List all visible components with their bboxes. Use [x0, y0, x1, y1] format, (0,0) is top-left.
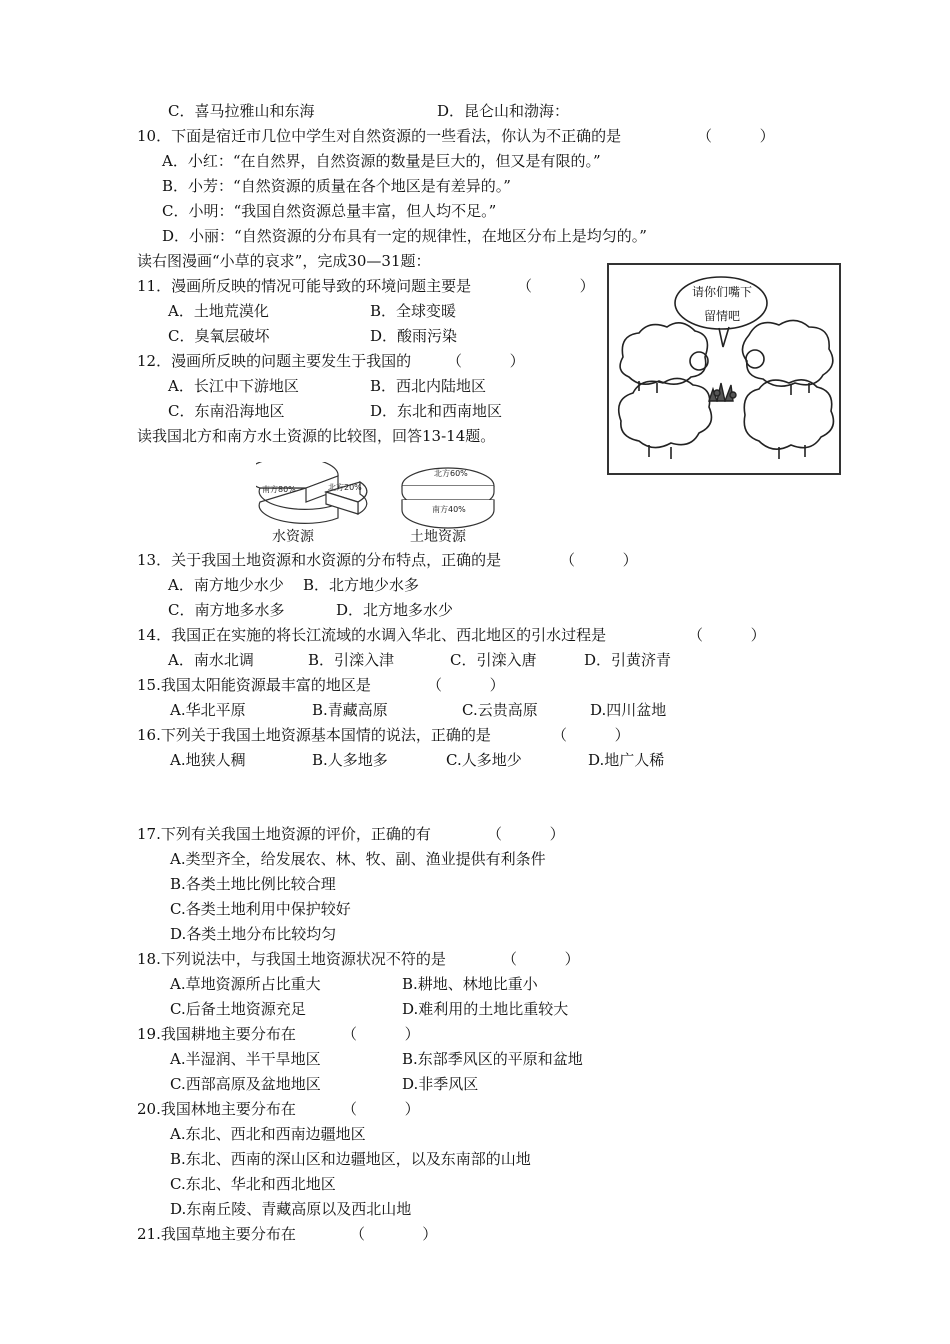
- q16-stem: 16.下列关于我国土地资源基本国情的说法，正确的是: [137, 726, 491, 744]
- q10-option-a: A．小红：“在自然界，自然资源的数量是巨大的，但又是有限的。”: [162, 152, 601, 170]
- q15-option-c: C.云贵高原: [462, 701, 538, 719]
- q11-option-a: A．土地荒漠化: [168, 302, 269, 320]
- q11-option-c: C．臭氧层破坏: [168, 327, 270, 345]
- q17-option-d: D.各类土地分布比较均匀: [170, 925, 337, 943]
- q15-stem: 15.我国太阳能资源最丰富的地区是: [137, 676, 371, 694]
- q10-option-c: C．小明：“我国自然资源总量丰富，但人均不足。”: [162, 202, 497, 220]
- q19-option-c: C.西部高原及盆地地区: [170, 1075, 321, 1093]
- q9-option-c: C．喜马拉雅山和东海: [168, 102, 315, 120]
- q11-stem: 11．漫画所反映的情况可能导致的环境问题主要是: [137, 277, 472, 295]
- q21-answer-blank: （ ）: [350, 1225, 438, 1243]
- q10-option-d: D．小丽：“自然资源的分布具有一定的规律性，在地区分布上是均匀的。”: [162, 227, 647, 245]
- q14-option-b: B．引滦入津: [308, 651, 395, 669]
- water-south-label: 南方80%: [262, 485, 296, 494]
- land-south-label: 南方40%: [432, 505, 466, 514]
- q18-option-c: C.后备土地资源充足: [170, 1000, 306, 1018]
- q18-option-d: D.难利用的土地比重较大: [402, 1000, 569, 1018]
- q13-option-a: A．南方地少水少: [168, 576, 284, 594]
- q11-answer-blank: （ ）: [517, 277, 595, 295]
- water-pie-caption: 水资源: [272, 529, 314, 545]
- q16-answer-blank: （ ）: [552, 726, 630, 744]
- q20-option-b: B.东北、西南的深山区和边疆地区，以及东南部的山地: [170, 1150, 531, 1168]
- q14-answer-blank: （ ）: [688, 626, 766, 644]
- q20-option-a: A.东北、西北和西南边疆地区: [170, 1125, 366, 1143]
- q12-option-b: B．西北内陆地区: [370, 377, 487, 395]
- q13-option-b: B．北方地少水多: [303, 576, 420, 594]
- q16-option-c: C.人多地少: [446, 751, 522, 769]
- q19-option-b: B.东部季风区的平原和盆地: [402, 1050, 583, 1068]
- q19-stem: 19.我国耕地主要分布在: [137, 1025, 296, 1043]
- q19-answer-blank: （ ）: [342, 1025, 420, 1043]
- q19-option-a: A.半湿润、半干旱地区: [170, 1050, 321, 1068]
- q12-stem: 12．漫画所反映的问题主要发生于我国的: [137, 352, 412, 370]
- cartoon-bubble-line2: 留情吧: [703, 309, 740, 323]
- q17-option-b: B.各类土地比例比较合理: [170, 875, 336, 893]
- q11-option-d: D．酸雨污染: [370, 327, 458, 345]
- q14-option-a: A．南水北调: [168, 651, 254, 669]
- q16-option-b: B.人多地多: [312, 751, 388, 769]
- q10-answer-blank: （ ）: [697, 127, 775, 145]
- q16-option-d: D.地广人稀: [588, 751, 665, 769]
- land-north-label: 北方60%: [434, 469, 468, 478]
- q13-option-c: C．南方地多水多: [168, 601, 285, 619]
- q12-option-d: D．东北和西南地区: [370, 402, 503, 420]
- q15-option-d: D.四川盆地: [590, 701, 667, 719]
- q15-option-a: A.华北平原: [170, 701, 246, 719]
- q18-stem: 18.下列说法中，与我国土地资源状况不符的是: [137, 950, 446, 968]
- water-north-label: 北方20%: [328, 483, 362, 492]
- q20-option-c: C.东北、华北和西北地区: [170, 1175, 336, 1193]
- q19-option-d: D.非季风区: [402, 1075, 479, 1093]
- q20-option-d: D.东南丘陵、青藏高原以及西北山地: [170, 1200, 412, 1218]
- q14-option-d: D．引黄济青: [584, 651, 672, 669]
- q16-option-a: A.地狭人稠: [170, 751, 246, 769]
- q17-stem: 17.下列有关我国土地资源的评价，正确的有: [137, 825, 431, 843]
- q10-option-b: B．小芳：“自然资源的质量在各个地区是有差异的。”: [162, 177, 511, 195]
- cartoon-grass-plea: [607, 263, 841, 475]
- q13-stem: 13．关于我国土地资源和水资源的分布特点，正确的是: [137, 551, 502, 569]
- q14-stem: 14．我国正在实施的将长江流域的水调入华北、西北地区的引水过程是: [137, 626, 607, 644]
- land-pie-caption: 土地资源: [410, 529, 466, 545]
- q15-answer-blank: （ ）: [427, 676, 505, 694]
- q12-option-c: C．东南沿海地区: [168, 402, 285, 420]
- q13-option-d: D．北方地多水少: [336, 601, 454, 619]
- q10-stem: 10．下面是宿迁市几位中学生对自然资源的一些看法，你认为不正确的是: [137, 127, 622, 145]
- q13-answer-blank: （ ）: [560, 551, 638, 569]
- q17-answer-blank: （ ）: [487, 825, 565, 843]
- q17-option-a: A.类型齐全，给发展农、林、牧、副、渔业提供有利条件: [170, 850, 546, 868]
- pie-intro: 读我国北方和南方水土资源的比较图，回答13-14题。: [137, 427, 496, 445]
- q21-stem: 21.我国草地主要分布在: [137, 1225, 296, 1243]
- q12-answer-blank: （ ）: [447, 352, 525, 370]
- q18-option-b: B.耕地、林地比重小: [402, 975, 538, 993]
- q18-option-a: A.草地资源所占比重大: [170, 975, 321, 993]
- cartoon-intro: 读右图漫画“小草的哀求”，完成30—31题：: [137, 252, 431, 270]
- q20-answer-blank: （ ）: [342, 1100, 420, 1118]
- q14-option-c: C．引滦入唐: [450, 651, 537, 669]
- cartoon-bubble-line1: 请你们嘴下: [691, 285, 752, 299]
- q15-option-b: B.青藏高原: [312, 701, 388, 719]
- q18-answer-blank: （ ）: [502, 950, 580, 968]
- q12-option-a: A．长江中下游地区: [168, 377, 299, 395]
- q11-option-b: B．全球变暖: [370, 302, 457, 320]
- q9-option-d: D．昆仑山和渤海：: [437, 102, 570, 120]
- q20-stem: 20.我国林地主要分布在: [137, 1100, 296, 1118]
- q17-option-c: C.各类土地利用中保护较好: [170, 900, 351, 918]
